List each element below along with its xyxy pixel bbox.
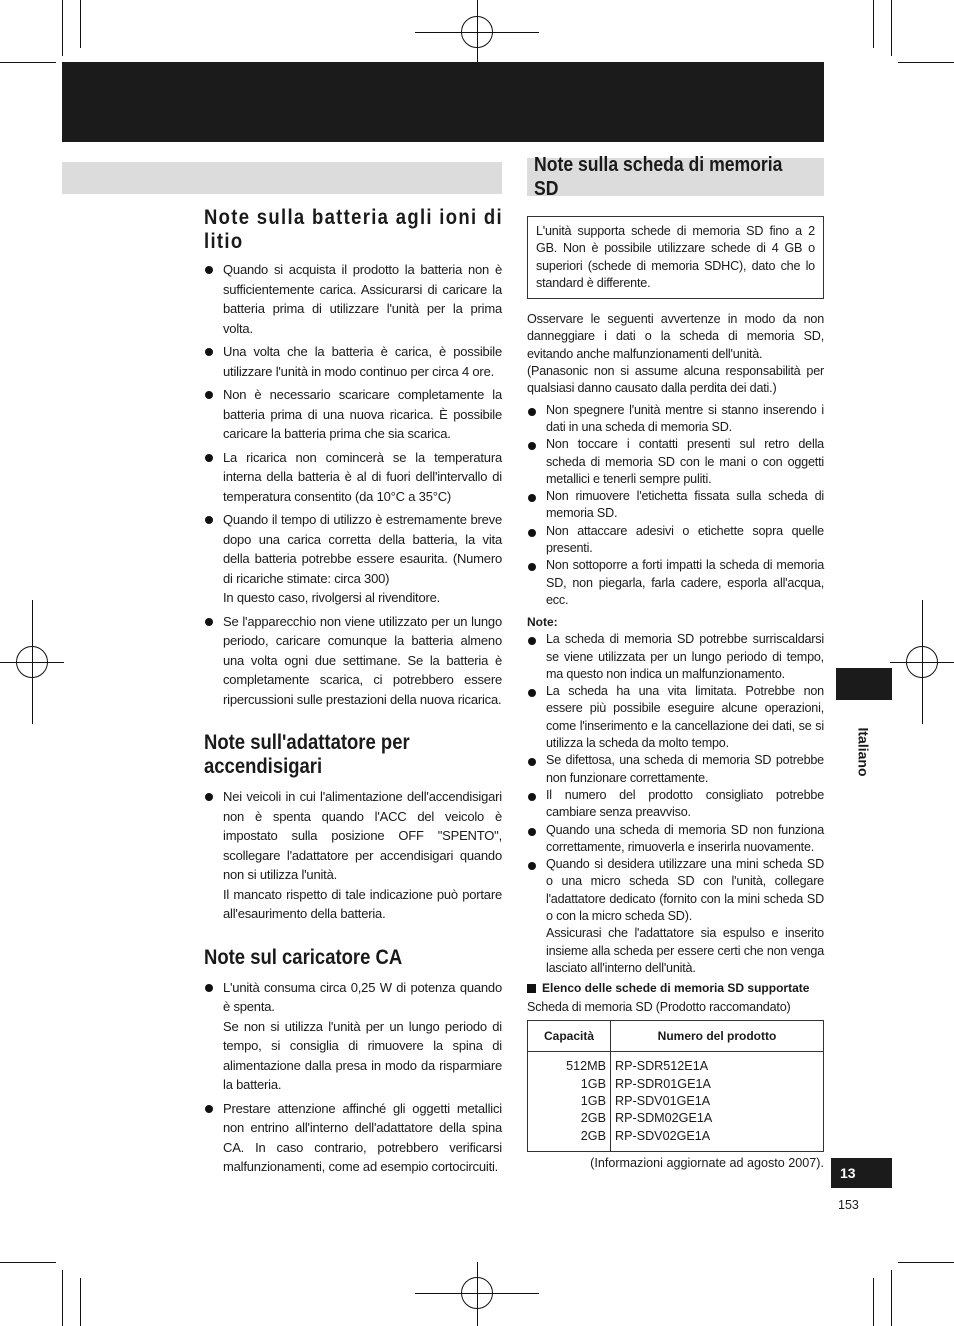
language-label: Italiano [855, 727, 872, 777]
crop-mark [80, 0, 81, 48]
crop-mark [891, 1270, 892, 1326]
crop-mark [62, 0, 63, 56]
table-row [528, 1052, 824, 1151]
right-column [527, 154, 824, 1170]
list-item: Prestare attenzione affinché gli oggetti metallici non entrino all'interno dell'adattatore della spina CA. In caso contrario, potrebbero verificarsi malfunzionamenti, come ad esempio cortocircuiti. [204, 1099, 502, 1177]
list-item: Non spegnere l'unità mentre si stanno inserendo i dati in una scheda di memoria SD. [527, 402, 824, 437]
list-item: La scheda di memoria SD potrebbe surriscaldarsi se viene utilizzata per un lungo periodo di tempo, ma questo non indica un malfunzionamento. [527, 631, 824, 683]
sd-warnings-list [527, 402, 824, 610]
sd-notes-header [527, 154, 824, 200]
list-item: L'unità consuma circa 0,25 W di potenza quando è spenta. Se non si utilizza l'unità per un lungo periodo di tempo, si consiglia di rimuovere la spina di alimentazione dalla presa in modo da risparmiare la batteria. [204, 978, 502, 1095]
registration-mark [906, 646, 938, 678]
ac-charger-list [204, 978, 502, 1177]
list-item: Non toccare i contatti presenti sul retro della scheda di memoria SD con le mani o con oggetti metallici e tenerli sempre puliti. [527, 436, 824, 488]
left-column [204, 206, 502, 1181]
list-item: Quando il tempo di utilizzo è estremamente breve dopo una carica corretta della batteria, la vita della batteria potrebbe essere esaurita. (Numero di ricariche stimate: circa 300) In questo caso, rivolgersi al rivenditore. [204, 510, 502, 608]
sd-disclaimer: (Panasonic non si assume alcuna responsabilità per qualsiasi danno causato dalla perdita dei dati.) [527, 364, 824, 396]
sd-notes-list [527, 631, 824, 977]
crop-mark [898, 62, 954, 63]
product-cell: RP-SDR512E1A RP-SDR01GE1A RP-SDV01GE1A RP-SDM02GE1A RP-SDV02GE1A [611, 1052, 824, 1151]
list-item: Non sottoporre a forti impatti la scheda di memoria SD, non piegarla, farla cadere, esporla all'acqua, ecc. [527, 557, 824, 609]
battery-notes-list [204, 260, 502, 709]
list-item: Quando una scheda di memoria SD non funziona correttamente, rimuoverla e inserirla nuovamente. [527, 822, 824, 857]
supported-cards-heading: Elenco delle schede di memoria SD supportate [527, 981, 824, 995]
language-tab [836, 668, 892, 700]
sd-capacity-notice: L'unità supporta schede di memoria SD fino a 2 GB. Non è possibile utilizzare schede di 4 GB o superiori (schede di memoria SDHC), dato che lo standard è differente. [527, 216, 824, 299]
supported-cards-table [527, 1020, 824, 1151]
registration-mark [461, 1277, 493, 1309]
section-band [62, 162, 502, 194]
list-item: Non è necessario scaricare completamente la batteria prima di una nuova ricarica. È possibile caricare la batteria prima che sia scarica. [204, 385, 502, 444]
crop-mark [0, 1262, 56, 1263]
crop-mark [873, 0, 874, 48]
cigarette-adapter-title: Note sull'adattatore per accendisigari [204, 731, 410, 778]
header-bar [62, 62, 824, 142]
table-footnote: (Informazioni aggiornate ad agosto 2007). [590, 1155, 824, 1170]
cigarette-adapter-list [204, 787, 502, 924]
page-number: 153 [838, 1198, 859, 1212]
crop-mark [80, 1278, 81, 1326]
chapter-tab: 13 [831, 1158, 892, 1188]
list-item: Non rimuovere l'etichetta fissata sulla scheda di memoria SD. [527, 488, 824, 523]
registration-mark [461, 16, 493, 48]
note-label: Note: [527, 615, 558, 630]
list-item: Quando si desidera utilizzare una mini scheda SD o una micro scheda SD con l'unità, collegare l'adattatore dedicato (fornito con la mini scheda SD o con la micro scheda SD). Assicurasi che l'adattatore sia espulso e inserito insieme alla scheda per essere certi che non venga lasciato all'interno dell'unità. [527, 856, 824, 977]
crop-mark [891, 0, 892, 56]
crop-mark [873, 1278, 874, 1326]
sd-intro: Osservare le seguenti avvertenze in modo da non danneggiare i dati o la scheda di memoria SD, evitando anche malfunzionamenti dell'unità. [527, 312, 824, 361]
list-item: Nei veicoli in cui l'alimentazione dell'accendisigari non è spenta quando l'ACC del veicolo è impostato sulla posizione OFF "SPENTO", scollegare l'adattatore per accendisigari quando non si utilizza l'unità. Il mancato rispetto di tale indicazione può portare all'esaurimento della batteria. [204, 787, 502, 924]
list-item: La ricarica non comincerà se la temperatura interna della batteria è al di fuori dell'intervallo di temperatura consentito (da 10°C a 35°C) [204, 448, 502, 507]
supported-cards-caption: Scheda di memoria SD (Prodotto raccomandato) [527, 1000, 791, 1015]
list-item: Se difettosa, una scheda di memoria SD potrebbe non funzionare correttamente. [527, 752, 824, 787]
table-header-capacity: Capacità [528, 1021, 611, 1052]
ac-charger-title: Note sul caricatore CA [204, 945, 403, 969]
crop-mark [0, 62, 56, 63]
list-item: Una volta che la batteria è carica, è possibile utilizzare l'unità in modo continuo per circa 4 ore. [204, 342, 502, 381]
list-item: Non attaccare adesivi o etichette sopra quelle presenti. [527, 523, 824, 558]
crop-mark [898, 1262, 954, 1263]
list-item: Il numero del prodotto consigliato potrebbe cambiare senza preavviso. [527, 787, 824, 822]
capacity-cell: 512MB 1GB 1GB 2GB 2GB [528, 1052, 611, 1151]
sd-notes-title: Note sulla scheda di memoria SD [534, 154, 783, 200]
list-item: La scheda ha una vita limitata. Potrebbe non essere più possibile eseguire alcune operazioni, come l'inserimento e la cancellazione dei dati, se si utilizza la scheda da molto tempo. [527, 683, 824, 752]
list-item: Quando si acquista il prodotto la batteria non è sufficientemente carica. Assicurarsi di caricare la batteria prima di utilizzare l'unità per la prima volta. [204, 260, 502, 338]
crop-mark [62, 1270, 63, 1326]
battery-notes-title: Note sulla batteria agli ioni di litio [204, 206, 503, 253]
square-bullet-icon [527, 984, 536, 993]
table-header-product: Numero del prodotto [611, 1021, 824, 1052]
registration-mark [16, 646, 48, 678]
list-item: Se l'apparecchio non viene utilizzato per un lungo periodo, caricare comunque la batteria almeno una volta ogni due settimane. Se la batteria è completamente scarica, ci potrebbero essere ripercussioni sulle prestazioni della nuova ricarica. [204, 612, 502, 710]
